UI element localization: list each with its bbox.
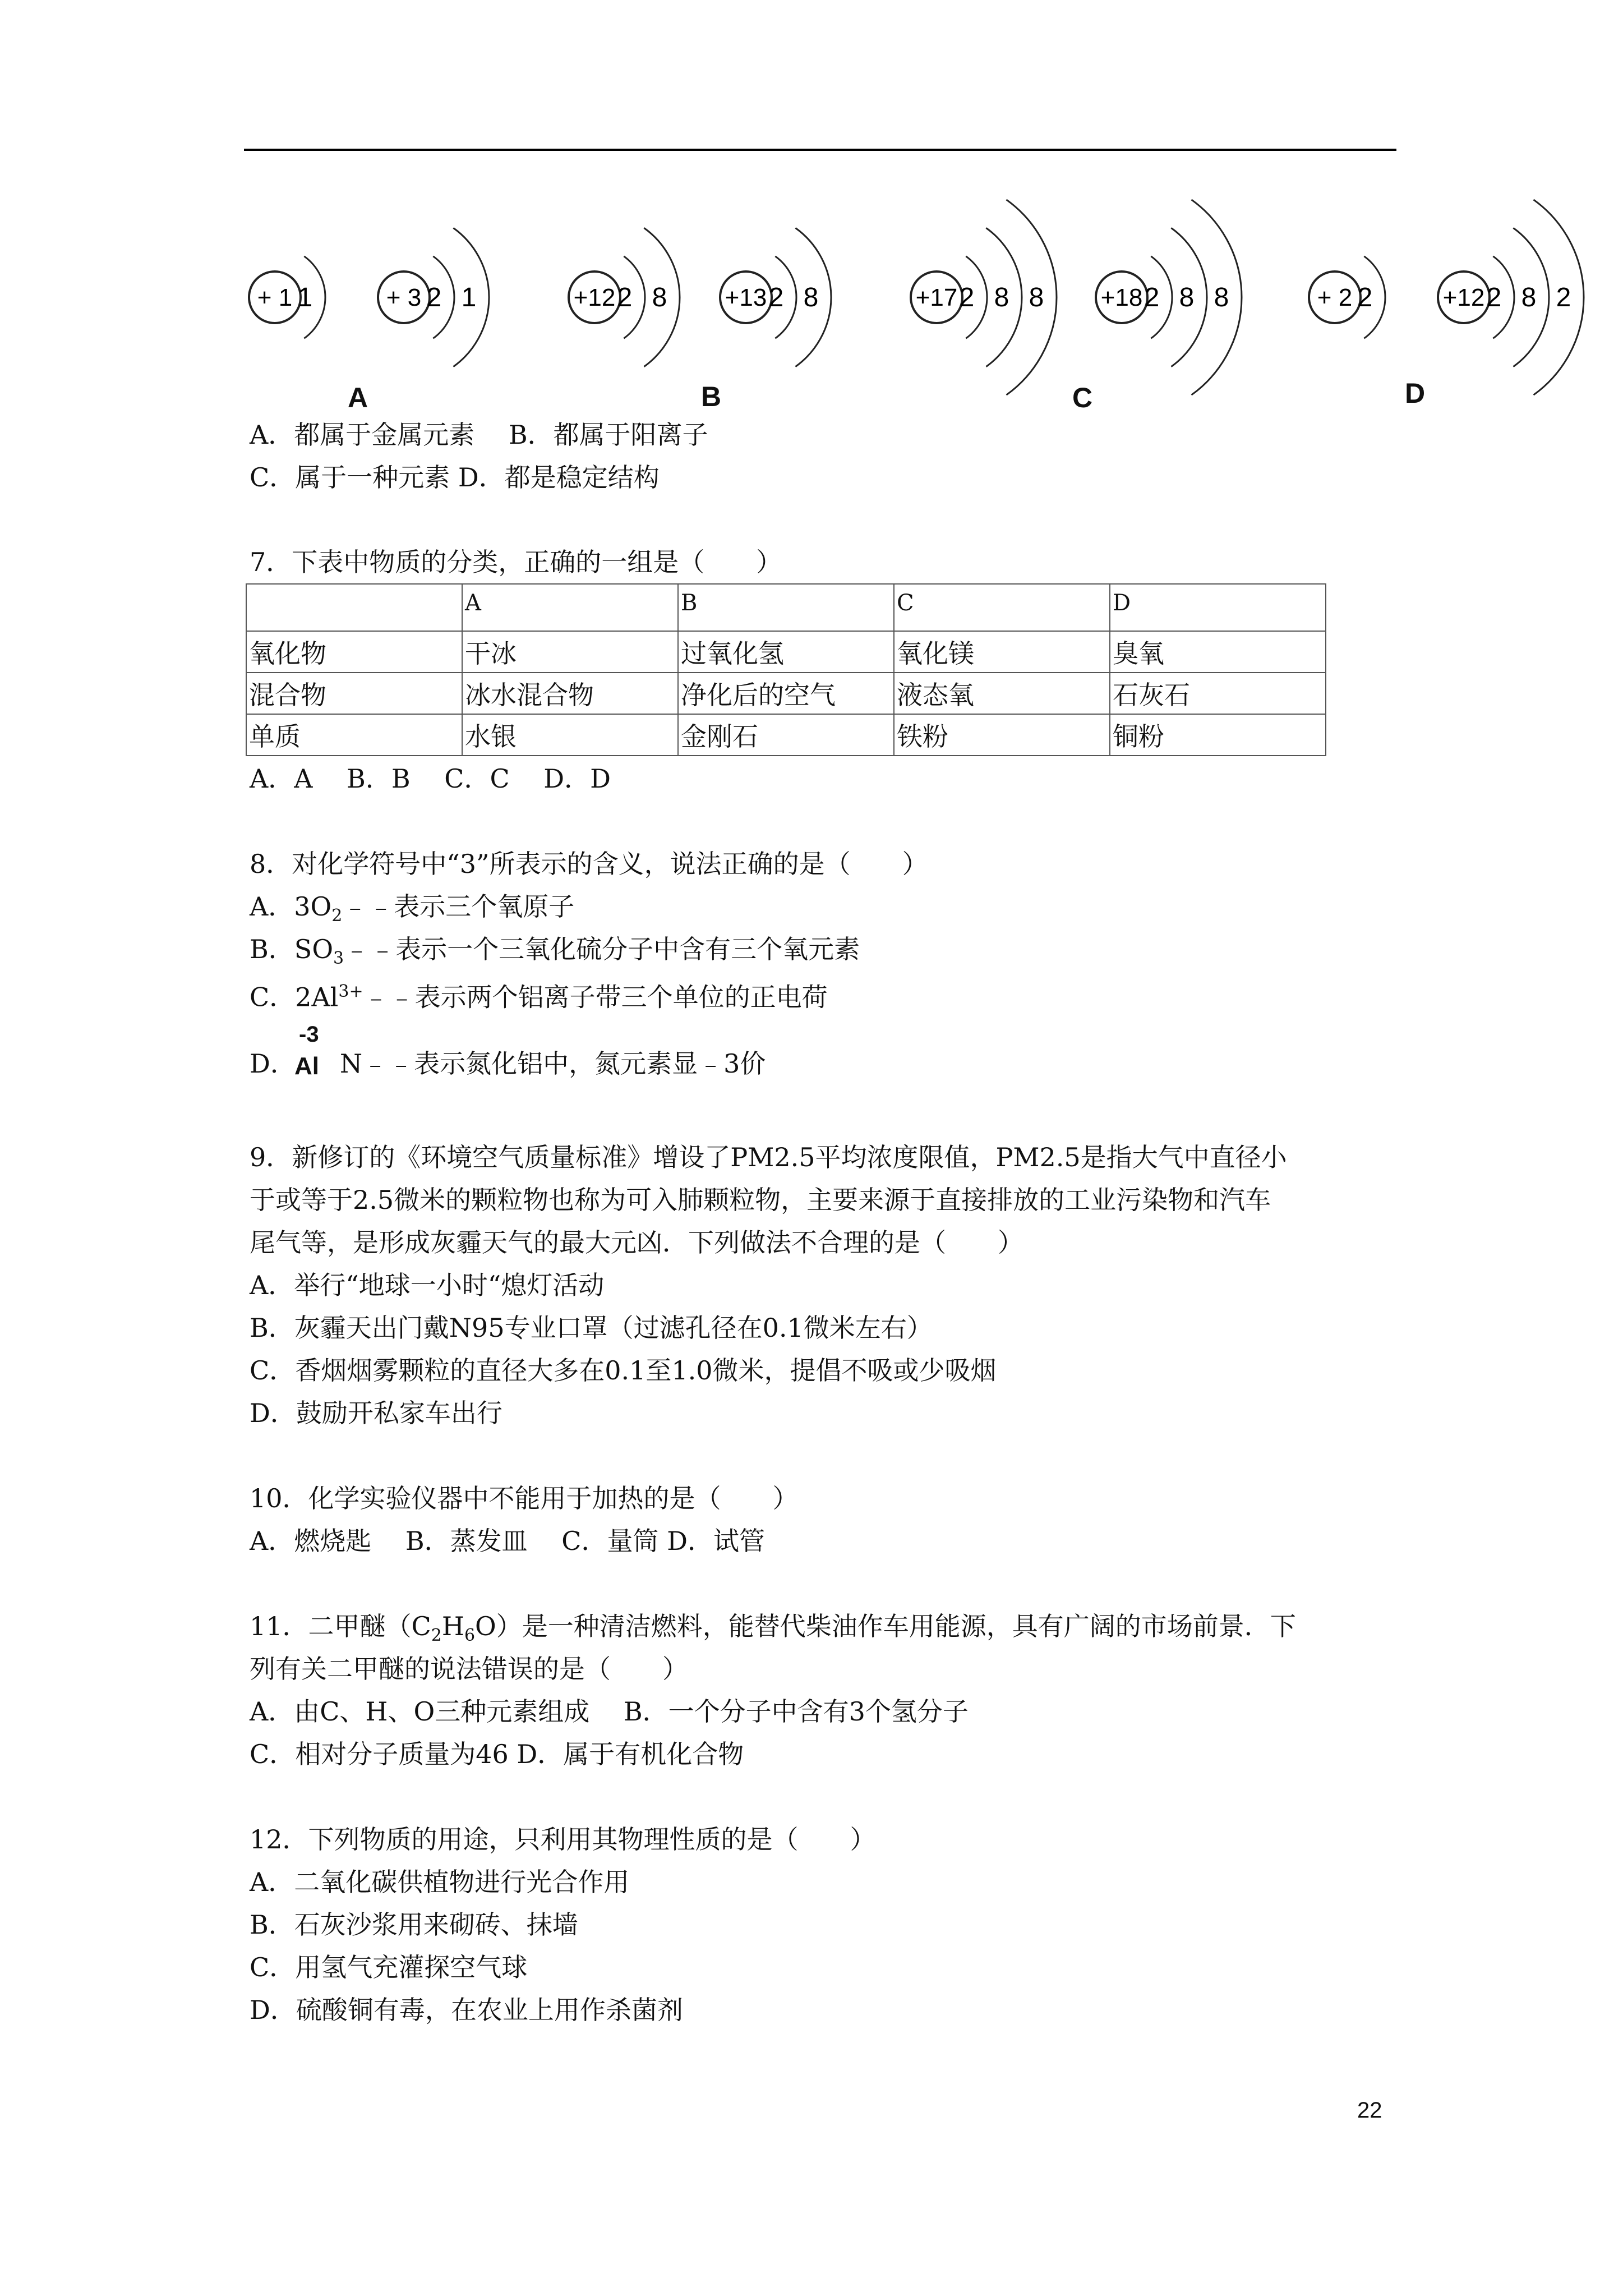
shell-electron-count: 1 [461, 283, 477, 312]
q8-b-subscript: 3 [333, 949, 344, 969]
q10-options: A．燃烧匙 B．蒸发皿 C．量筒 D．试管 [250, 1526, 765, 1556]
q9-stem-line3: 尾气等，是形成灰霾天气的最大元凶．下列做法不合理的是（ ） [250, 1227, 1023, 1258]
q7-stem: 7．下表中物质的分类，正确的一组是（ ） [250, 547, 782, 577]
atom-structure-svg [566, 236, 712, 370]
q11-text-h: H [441, 1611, 464, 1641]
table-cell: 净化后的空气 [678, 673, 894, 714]
table-row [246, 631, 1326, 673]
q8-a-prefix: A．3O [250, 891, 332, 922]
shell-electron-count: 8 [1179, 283, 1195, 312]
q8-option-c [250, 975, 828, 1014]
q11-options-line1: A．由C、H、O三种元素组成 B．一个分子中含有3个氢分子 [250, 1696, 969, 1727]
q7-options: A．A B．B C．C D．D [250, 763, 611, 794]
atom-structure-svg [909, 236, 1094, 370]
shell-electron-count: 2 [1357, 283, 1373, 312]
atom-structure-svg [718, 236, 864, 370]
q6-options-line1: A．都属于金属元素 B．都属于阳离子 [250, 420, 708, 450]
table-cell: 水银 [462, 714, 678, 756]
atom-structure-svg [247, 236, 353, 370]
shell-electron-count: 8 [652, 283, 667, 312]
shell-electron-count: 8 [803, 283, 819, 312]
atom-diagram-1 [247, 236, 353, 372]
q9-option-a: A．举行“地球一小时“熄灯活动 [250, 1270, 605, 1300]
atom-diagram-5 [909, 236, 1094, 372]
q8-a-subscript: 2 [331, 906, 343, 926]
nucleus-charge-label: +12 [1442, 284, 1485, 311]
group-label-c: C [1072, 382, 1093, 413]
shell-electron-count: 8 [1214, 283, 1229, 312]
table-header-row [246, 584, 1326, 631]
nucleus-charge-label: + 3 [386, 284, 422, 311]
shell-electron-count: 8 [1029, 283, 1044, 312]
q11-text-b: O）是一种清洁燃料，能替代柴油作车用能源，具有广阔的市场前景．下 [475, 1611, 1296, 1641]
shell-electron-count: 2 [768, 283, 784, 312]
q8-d-text: N﹣﹣表示氮化铝中，氮元素显﹣3价 [339, 1048, 766, 1079]
table-header-cell: A [462, 584, 678, 631]
table-header-cell: D [1110, 584, 1326, 631]
q11-options-line2: C．相对分子质量为46 D．属于有机化合物 [250, 1739, 744, 1769]
atom-structure-svg [1094, 236, 1279, 370]
q11-stem-line2: 列有关二甲醚的说法错误的是（ ） [250, 1654, 688, 1684]
nucleus-charge-label: +12 [573, 284, 616, 311]
table-cell: 铁粉 [894, 714, 1110, 756]
q11-sub-c: 2 [431, 1626, 442, 1646]
q8-option-b [250, 932, 860, 976]
q12-option-a: A．二氧化碳供植物进行光合作用 [250, 1867, 630, 1897]
q9-option-b: B．灰霾天出门戴N95专业口罩（过滤孔径在0.1微米左右） [250, 1313, 933, 1343]
table-cell: 干冰 [462, 631, 678, 673]
table-cell: 铜粉 [1110, 714, 1326, 756]
table-cell: 氧化镁 [894, 631, 1110, 673]
table-cell: 石灰石 [1110, 673, 1326, 714]
q9-stem-line2: 于或等于2.5微米的颗粒物也称为可入肺颗粒物，主要来源于直接排放的工业污染物和汽车 [250, 1185, 1271, 1215]
shell-electron-count: 2 [617, 283, 633, 312]
shell-electron-count: 2 [1144, 283, 1160, 312]
q8-b-text: ﹣﹣表示一个三氧化硫分子中含有三个氧元素 [344, 934, 860, 964]
group-label-d: D [1405, 378, 1426, 409]
atom-diagram-2 [376, 236, 522, 372]
shell-electron-count: 8 [1521, 283, 1537, 312]
atom-structure-diagrams [0, 0, 1623, 426]
table-cell: 混合物 [246, 673, 462, 714]
q12-stem: 12．下列物质的用途，只利用其物理性质的是（ ） [250, 1824, 876, 1855]
atom-structure-svg [1436, 236, 1621, 370]
page-number: 22 [1357, 2098, 1382, 2123]
atom-diagram-6 [1094, 236, 1279, 372]
table-cell: 单质 [246, 714, 462, 756]
group-label-a: A [348, 382, 368, 413]
table-cell: 过氧化氢 [678, 631, 894, 673]
nucleus-charge-label: +13 [725, 284, 767, 311]
q8-a-text: ﹣﹣表示三个氧原子 [342, 891, 575, 922]
table-header-cell: B [678, 584, 894, 631]
q6-options-line2: C．属于一种元素 D．都是稳定结构 [250, 462, 660, 493]
q12-option-b: B．石灰沙浆用来砌砖、抹墙 [250, 1910, 578, 1940]
table-cell: 液态氧 [894, 673, 1110, 714]
shell-electron-count: 2 [959, 283, 975, 312]
atom-structure-svg [1307, 236, 1413, 370]
q8-c-prefix: C．2Al [250, 982, 339, 1013]
shell-electron-count: 2 [426, 283, 442, 312]
table-header-cell [246, 584, 462, 631]
shell-electron-count: 2 [1556, 283, 1571, 312]
q8-c-superscript: 3+ [338, 982, 363, 1001]
atom-diagram-8 [1436, 236, 1621, 372]
table-cell: 臭氧 [1110, 631, 1326, 673]
q11-text-a: 11．二甲醚（C [250, 1611, 431, 1641]
table-row [246, 714, 1326, 756]
q9-option-c: C．香烟烟雾颗粒的直径大多在0.1至1.0微米，提倡不吸或少吸烟 [250, 1355, 997, 1386]
group-label-b: B [701, 381, 722, 412]
atom-diagram-7 [1307, 236, 1413, 372]
shell-electron-count: 2 [1486, 283, 1502, 312]
table-header-cell: C [894, 584, 1110, 631]
q11-stem-line1 [250, 1609, 1296, 1653]
q12-option-d: D．硫酸铜有毒，在农业上用作杀菌剂 [250, 1995, 683, 2025]
classification-table [246, 583, 1326, 756]
q8-b-prefix: B．SO [250, 934, 334, 964]
q9-stem-line1: 9．新修订的《环境空气质量标准》增设了PM2.5平均浓度限值，PM2.5是指大气中直径小 [250, 1142, 1287, 1172]
atom-structure-svg [376, 236, 522, 370]
q8-c-text: ﹣﹣表示两个铝离子带三个单位的正电荷 [363, 982, 828, 1013]
table-cell: 金刚石 [678, 714, 894, 756]
table-cell: 氧化物 [246, 631, 462, 673]
q11-sub-h: 6 [464, 1626, 476, 1646]
nucleus-charge-label: +17 [915, 284, 958, 311]
nucleus-charge-label: + 2 [1317, 284, 1353, 311]
nucleus-charge-label: +18 [1100, 284, 1143, 311]
atom-diagram-4 [718, 236, 864, 372]
q8-d-prefix: D． [250, 1048, 296, 1079]
q12-option-c: C．用氢气充灌探空气球 [250, 1952, 528, 1982]
oxidation-state-image [294, 1022, 334, 1089]
q8-stem: 8．对化学符号中“3”所表示的含义，说法正确的是（ ） [250, 849, 928, 879]
q9-option-d: D．鼓励开私家车出行 [250, 1398, 502, 1428]
shell-electron-count: 1 [297, 283, 313, 312]
shell-electron-count: 8 [994, 283, 1009, 312]
table-cell: 冰水混合物 [462, 673, 678, 714]
q8-option-a [250, 890, 574, 933]
atom-diagram-3 [566, 236, 712, 372]
q10-stem: 10．化学实验仪器中不能用于加热的是（ ） [250, 1483, 799, 1513]
table-row [246, 673, 1326, 714]
oxidation-charge: -3 [299, 1022, 319, 1047]
oxidation-element: Al [294, 1052, 319, 1080]
nucleus-charge-label: + 1 [257, 284, 293, 311]
